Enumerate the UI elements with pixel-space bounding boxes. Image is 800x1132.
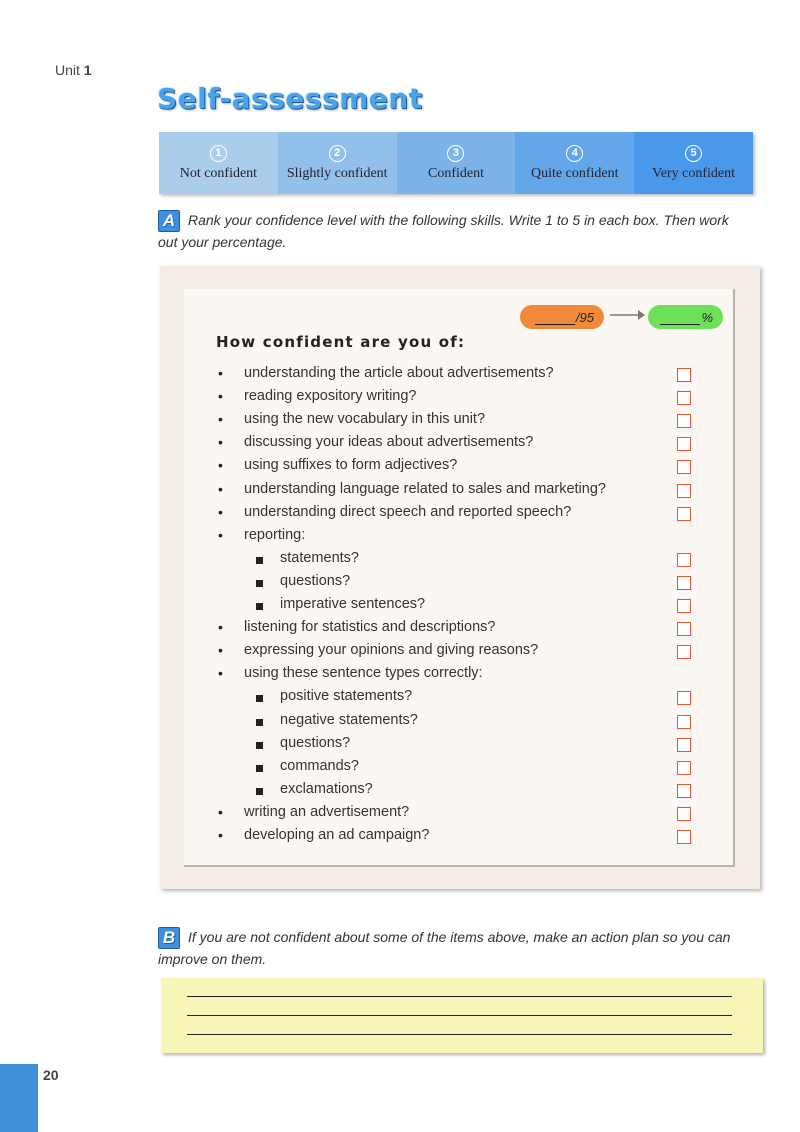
- square-bullet-icon: [256, 719, 263, 726]
- rating-checkbox[interactable]: [677, 391, 691, 405]
- checklist-item: positive statements?: [280, 688, 413, 705]
- scale-number-1: 1: [210, 145, 227, 162]
- rating-checkbox[interactable]: [677, 484, 691, 498]
- rating-checkbox[interactable]: [677, 553, 691, 567]
- rating-checkbox[interactable]: [677, 507, 691, 521]
- score-total: /95: [575, 310, 594, 325]
- scale-label-2: Slightly confident: [286, 165, 388, 181]
- section-b-text: If you are not confident about some of the items above, make an action plan so you can improve on them.: [158, 929, 731, 968]
- scale-item-2: [278, 132, 397, 194]
- score-percent-pill: [648, 305, 723, 329]
- checklist-item: listening for statistics and descriptions?: [244, 619, 496, 636]
- checklist-item: reading expository writing?: [244, 388, 417, 405]
- bullet-icon: •: [218, 642, 223, 659]
- checklist-item: questions?: [280, 572, 351, 589]
- checklist-item: negative statements?: [280, 711, 418, 728]
- page-tab: [0, 1064, 38, 1132]
- bullet-icon: •: [218, 526, 223, 543]
- action-plan-line-2[interactable]: [187, 1015, 732, 1016]
- square-bullet-icon: [256, 742, 263, 749]
- checklist-item: expressing your opinions and giving reasons?: [244, 642, 539, 659]
- scale-item-1: [159, 132, 278, 194]
- scale-item-5: [634, 132, 753, 194]
- action-plan-line-3[interactable]: [187, 1034, 732, 1035]
- checklist-item: using suffixes to form adjectives?: [244, 457, 458, 474]
- square-bullet-icon: [256, 557, 263, 564]
- checklist-item: understanding the article about advertisements?: [244, 365, 554, 381]
- rating-checkbox[interactable]: [677, 437, 691, 451]
- rating-checkbox[interactable]: [677, 599, 691, 613]
- bullet-icon: •: [218, 365, 223, 381]
- bullet-icon: •: [218, 803, 223, 820]
- rating-checkbox[interactable]: [677, 368, 691, 382]
- rating-checkbox[interactable]: [677, 807, 691, 821]
- checklist-item: using these sentence types correctly:: [244, 665, 483, 682]
- rating-checkbox[interactable]: [677, 691, 691, 705]
- checklist-item: understanding direct speech and reported speech?: [244, 503, 572, 520]
- page-number: 20: [43, 1067, 59, 1083]
- unit-number: 1: [83, 62, 92, 78]
- rating-checkbox[interactable]: [677, 414, 691, 428]
- scale-item-4: [515, 132, 634, 194]
- rating-checkbox[interactable]: [677, 784, 691, 798]
- rating-checkbox[interactable]: [677, 645, 691, 659]
- rating-checkbox[interactable]: [677, 715, 691, 729]
- checklist-item: imperative sentences?: [280, 596, 426, 612]
- checklist-item: developing an ad campaign?: [244, 827, 430, 843]
- checklist-item: discussing your ideas about advertisements?: [244, 434, 534, 451]
- scale-number-3: 3: [447, 145, 464, 162]
- bullet-icon: •: [218, 665, 223, 682]
- bullet-icon: •: [218, 411, 223, 428]
- checklist-item: understanding language related to sales and marketing?: [244, 480, 606, 497]
- scale-number-2: 2: [329, 145, 346, 162]
- percent-blank[interactable]: [660, 324, 700, 325]
- checklist-heading: How confident are you of:: [216, 333, 466, 351]
- square-bullet-icon: [256, 580, 263, 587]
- rating-checkbox[interactable]: [677, 622, 691, 636]
- scale-label-5: Very confident: [652, 165, 735, 181]
- scale-item-3: [397, 132, 516, 194]
- square-bullet-icon: [256, 695, 263, 702]
- section-b-badge: B: [158, 927, 180, 949]
- action-plan-line-1[interactable]: [187, 996, 732, 997]
- unit-label: [55, 62, 92, 78]
- checklist-item: exclamations?: [280, 780, 373, 797]
- scale-number-5: 5: [685, 145, 702, 162]
- section-a-badge: A: [158, 210, 180, 232]
- checklist-item: questions?: [280, 734, 351, 751]
- bullet-icon: •: [218, 434, 223, 451]
- rating-checkbox[interactable]: [677, 460, 691, 474]
- score-blank[interactable]: [535, 324, 575, 325]
- scale-label-3: Confident: [427, 165, 484, 181]
- page-title: Self-assessment: [157, 82, 423, 115]
- arrow-right-icon: [608, 307, 646, 323]
- score-percent: %: [701, 310, 713, 325]
- section-a-instruction: [158, 210, 748, 253]
- section-a-text: Rank your confidence level with the following skills. Write 1 to 5 in each box. Then work out your percentage.: [158, 212, 729, 251]
- square-bullet-icon: [256, 788, 263, 795]
- rating-checkbox[interactable]: [677, 830, 691, 844]
- score-total-pill: [520, 305, 604, 329]
- scale-number-4: 4: [566, 145, 583, 162]
- checklist-item: commands?: [280, 757, 359, 774]
- scale-label-1: Not confident: [179, 165, 258, 181]
- unit-word: Unit: [55, 62, 80, 78]
- rating-checkbox[interactable]: [677, 576, 691, 590]
- bullet-icon: •: [218, 619, 223, 636]
- rating-checkbox[interactable]: [677, 761, 691, 775]
- checklist-item: using the new vocabulary in this unit?: [244, 411, 486, 428]
- checklist-item: writing an advertisement?: [244, 803, 410, 820]
- bullet-icon: •: [218, 388, 223, 405]
- bullet-icon: •: [218, 503, 223, 520]
- checklist-item: reporting:: [244, 526, 306, 543]
- confidence-scale: [159, 132, 753, 194]
- square-bullet-icon: [256, 603, 263, 610]
- scale-label-4: Quite confident: [531, 165, 619, 181]
- bullet-icon: •: [218, 480, 223, 497]
- rating-checkbox[interactable]: [677, 738, 691, 752]
- square-bullet-icon: [256, 765, 263, 772]
- bullet-icon: •: [218, 827, 223, 843]
- bullet-icon: •: [218, 457, 223, 474]
- section-b-instruction: [158, 927, 748, 970]
- checklist-item: statements?: [280, 549, 359, 566]
